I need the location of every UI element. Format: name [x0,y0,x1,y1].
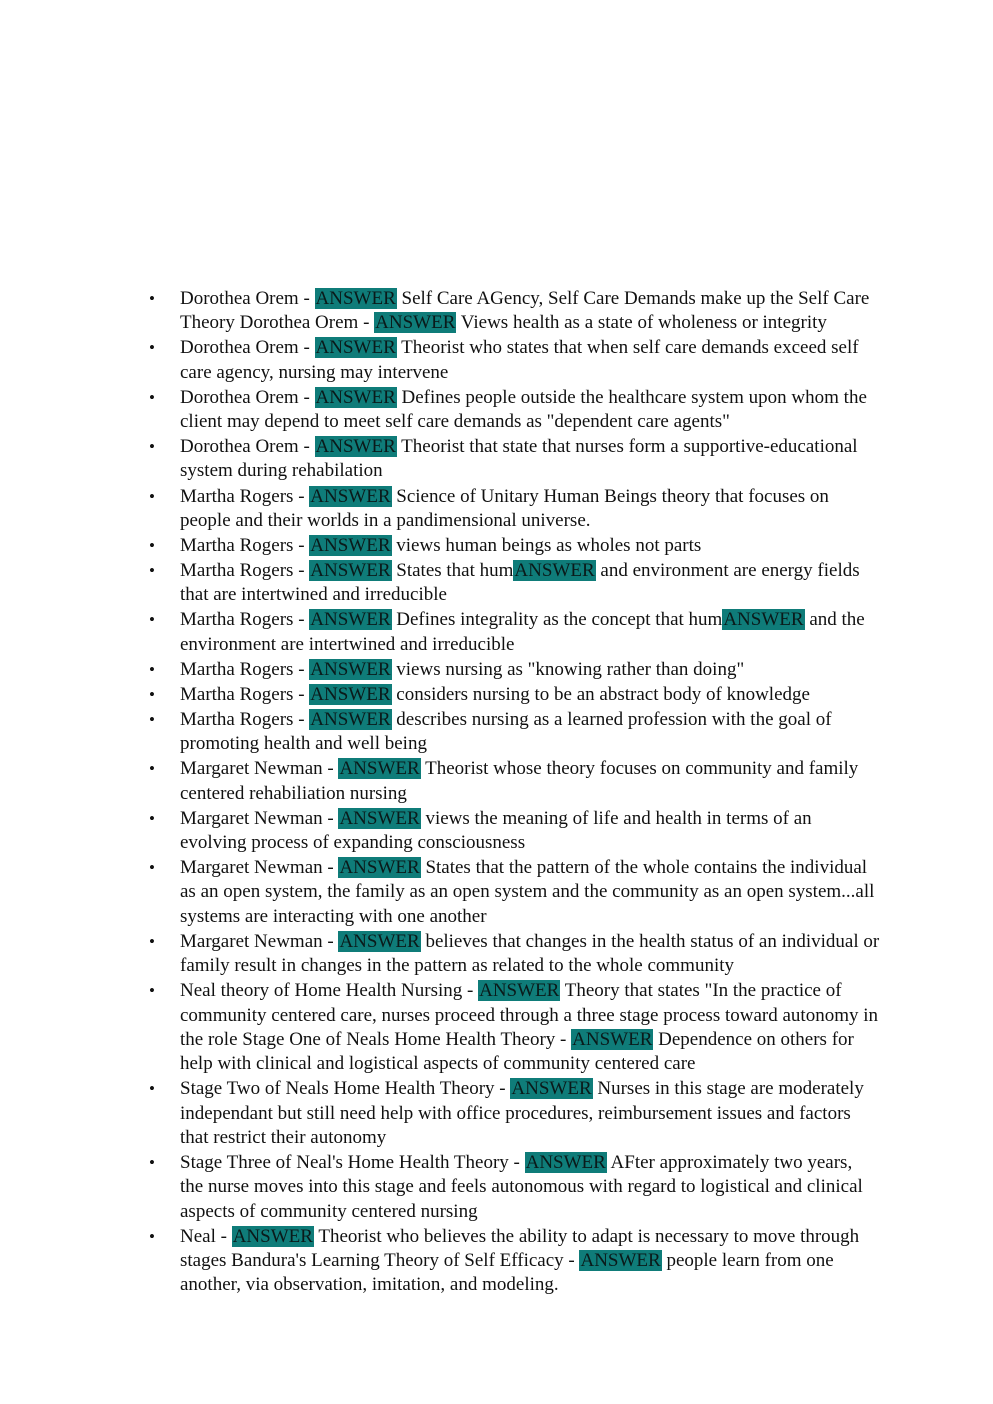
item-text: and the environment are intertwined and irreducible [180,609,865,655]
item-text: Science of Unitary Human Beings theory that focuses on people and their worlds in a pandimensional universe. [180,485,829,531]
bullet-icon: • [149,1079,155,1099]
answer-highlight: ANSWER [339,807,420,829]
answer-highlight: ANSWER [339,758,420,780]
item-text: people learn from one another, via observation, imitation, and modeling. [180,1249,834,1296]
answer-highlight: ANSWER [315,337,396,359]
item-text: Martha Rogers - [180,683,310,705]
answer-highlight: ANSWER [572,1028,653,1050]
item-text: Dependence on others for help with clinical and logistical aspects of community centered care [180,1028,854,1075]
answer-highlight: ANSWER [525,1151,606,1173]
bullet-icon: • [149,535,155,555]
answer-highlight: ANSWER [339,857,420,879]
bullet-icon: • [149,858,155,878]
bullet-icon: • [149,981,155,1001]
item-text: Stage Three of Neal's Home Health Theory - [180,1151,525,1173]
list-item [149,708,880,757]
item-text: Martha Rogers - [180,658,310,680]
answer-highlight: ANSWER [375,312,456,334]
answer-highlight: ANSWER [514,560,595,582]
item-text: Martha Rogers - [180,709,310,731]
bullet-icon: • [149,1226,155,1246]
item-text: Theorist who states that when self care demands exceed self care agency, nursing may intervene [180,337,859,383]
answer-highlight: ANSWER [479,980,560,1002]
flashcard-list [149,287,880,1298]
answer-highlight: ANSWER [315,288,396,309]
item-text: Neal - [180,1225,232,1247]
item-text: Stage Two of Neals Home Health Theory - [180,1078,511,1100]
bullet-icon: • [149,710,155,730]
item-text: Margaret Newman - [180,857,339,879]
answer-highlight: ANSWER [310,485,391,507]
list-item [149,608,880,657]
answer-highlight: ANSWER [310,683,391,705]
answer-highlight: ANSWER [511,1078,592,1100]
item-text: Defines integrality as the concept that hum [391,609,723,631]
bullet-icon: • [149,387,155,407]
item-text: Neal theory of Home Health Nursing - [180,980,479,1002]
bullet-icon: • [149,486,155,506]
item-text: Self Care AGency, Self Care Demands make up the Self Care Theory Dorothea Orem - [180,288,870,334]
item-text: Dorothea Orem - [180,288,315,309]
item-text: Dorothea Orem - [180,337,315,359]
list-item [149,1225,880,1298]
bullet-icon: • [149,437,155,457]
item-text: Theorist who believes the ability to adapt is necessary to move through stages Bandura's Learning Theory of Self Efficacy - [180,1225,860,1271]
bullet-icon: • [149,289,155,308]
item-text: Defines people outside the healthcare system upon whom the client may depend to meet self care demands as "dependent care agents" [180,386,867,433]
item-text: Margaret Newman - [180,758,339,780]
answer-highlight: ANSWER [310,560,391,582]
item-text: views nursing as "knowing rather than doing" [391,658,745,680]
item-text: Dorothea Orem - [180,386,315,408]
item-text: Dorothea Orem - [180,436,315,458]
item-text: AFter approximately two years, the nurse moves into this stage and feels autonomous with regard to logistical and clinical aspects of community centered nursing [180,1151,863,1222]
list-item [149,856,880,929]
list-item [149,559,880,608]
item-text: believes that changes in the health status of an individual or family result in changes in the pattern as related to the whole community [180,930,880,977]
answer-highlight: ANSWER [310,658,391,680]
item-text: States that the pattern of the whole contains the individual as an open system, the family as an open system and the community as an open system...all systems are interacting with one another [180,857,875,927]
item-text: describes nursing as a learned profession with the goal of promoting health and well being [180,709,832,755]
bullet-icon: • [149,1152,155,1172]
bullet-icon: • [149,931,155,951]
answer-highlight: ANSWER [723,609,804,631]
list-item [149,1077,880,1150]
bullet-icon: • [149,610,155,630]
item-text: Nurses in this stage are moderately independant but still need help with office procedures, reimbursement issues and factors that restrict their autonomy [180,1078,864,1148]
item-text: Martha Rogers - [180,485,310,507]
item-text: and environment are energy fields that are intertwined and irreducible [180,560,860,606]
item-text: views human beings as wholes not parts [391,534,702,556]
item-text: Margaret Newman - [180,807,339,829]
answer-highlight: ANSWER [232,1225,313,1247]
answer-highlight: ANSWER [310,609,391,631]
list-item [149,534,880,558]
item-text: considers nursing to be an abstract body of knowledge [391,683,810,705]
bullet-icon: • [149,759,155,779]
bullet-icon: • [149,561,155,581]
list-item [149,1151,880,1224]
list-item [149,435,880,484]
item-text: views the meaning of life and health in terms of an evolving process of expanding consciousness [180,807,812,854]
list-item [149,386,880,435]
answer-highlight: ANSWER [339,930,420,952]
list-item [149,658,880,682]
item-text: Theory that states "In the practice of community centered care, nurses proceed through a three stage process toward autonomy in the role Stage One of Neals Home Health Theory - [180,980,878,1050]
item-text: Martha Rogers - [180,609,310,631]
list-item [149,757,880,806]
item-text: Views health as a state of wholeness or integrity [456,312,827,334]
bullet-icon: • [149,659,155,679]
item-text: Margaret Newman - [180,930,339,952]
list-item [149,807,880,856]
answer-highlight: ANSWER [310,709,391,731]
answer-highlight: ANSWER [315,386,396,408]
item-text: Martha Rogers - [180,560,310,582]
list-item [149,287,880,336]
answer-highlight: ANSWER [310,534,391,556]
bullet-icon: • [149,338,155,358]
list-item [149,979,880,1076]
list-item [149,683,880,707]
list-item [149,336,880,385]
list-item [149,485,880,534]
answer-highlight: ANSWER [580,1249,661,1271]
answer-highlight: ANSWER [315,436,396,458]
item-text: Theorist whose theory focuses on community and family centered rehabiliation nursing [180,758,859,804]
bullet-icon: • [149,808,155,828]
item-text: Theorist that state that nurses form a supportive-educational system during rehabilation [180,436,858,482]
item-text: Martha Rogers - [180,534,310,556]
list-item [149,930,880,979]
item-text: States that hum [391,560,514,582]
bullet-icon: • [149,684,155,704]
